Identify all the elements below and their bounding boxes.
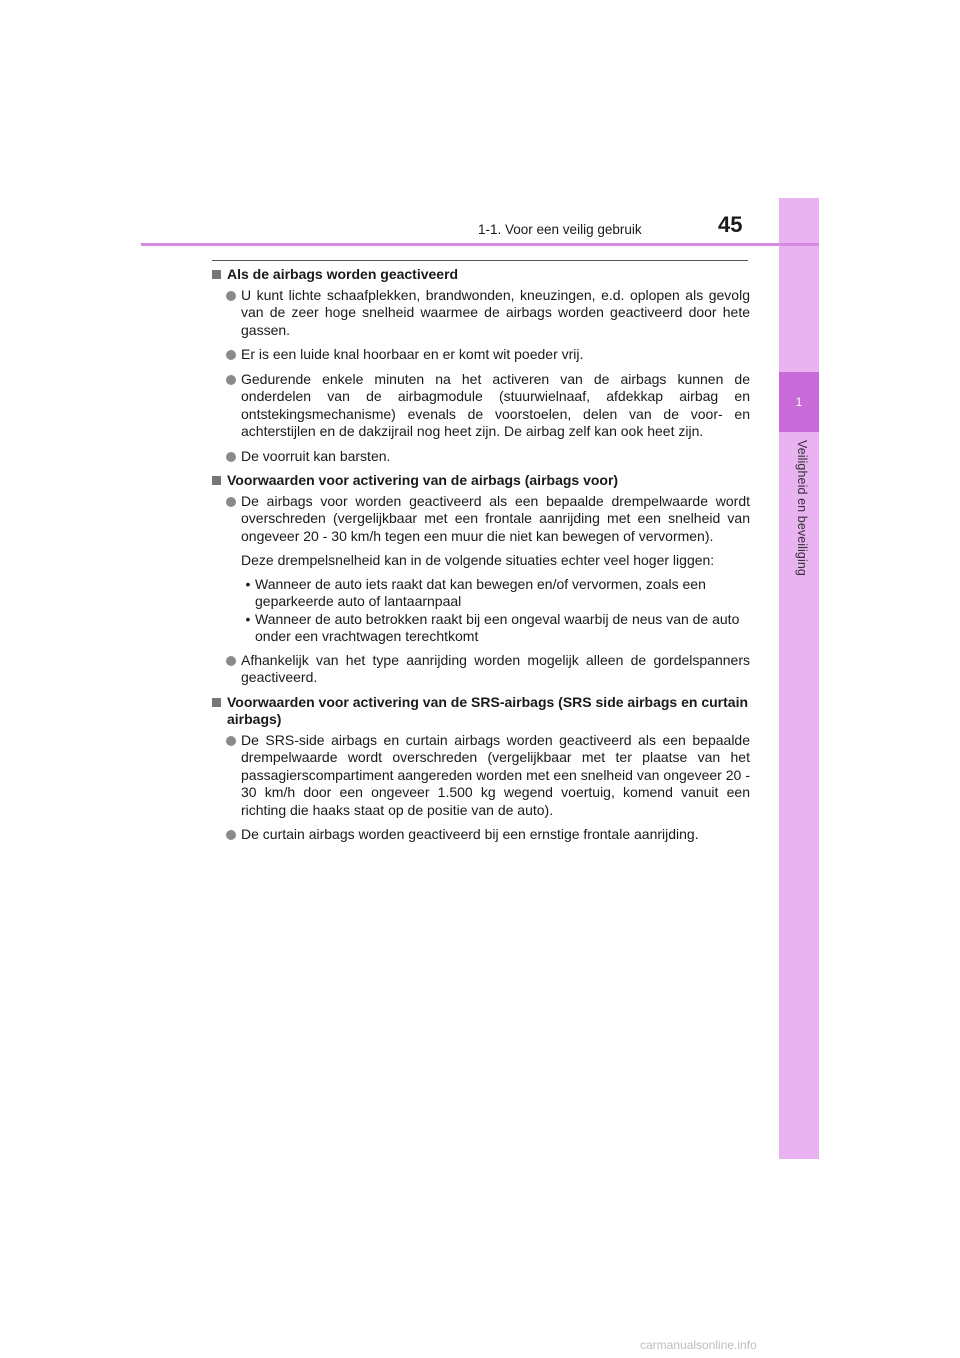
list-item: De SRS-side airbags en curtain airbags worden geactiveerd als een bepaalde drempelwaarde wordt overschreden (vergelijkbaar met ter plaatse van het passagierscompartiment aangereden worden met een snelheid van ongeveer 20 - 30 km/h door een ongeveer 1.500 kg wegend voertuig, komend vanuit een richting die haaks staat op de positie van de auto).	[226, 732, 750, 820]
list-item: Er is een luide knal hoorbaar en er komt wit poeder vrij.	[226, 346, 750, 364]
round-bullet-icon	[226, 452, 236, 462]
list-item: Afhankelijk van het type aanrijding worden mogelijk alleen de gordelspanners geactiveerd.	[226, 652, 750, 687]
round-bullet-icon	[226, 656, 236, 666]
dot-bullet-icon: •	[245, 575, 251, 592]
page-number: 45	[718, 212, 743, 237]
watermark: carmanualsonline.info	[640, 1338, 757, 1352]
round-bullet-icon	[226, 497, 236, 507]
list-item: De voorruit kan barsten.	[226, 448, 750, 466]
square-bullet-icon	[212, 270, 221, 279]
round-bullet-icon	[226, 830, 236, 840]
section-title: 1-1. Voor een veilig gebruik	[478, 222, 642, 237]
section-heading: Als de airbags worden geactiveerd	[212, 266, 750, 284]
sub-list-item: • Wanneer de auto betrokken raakt bij een ongeval waarbij de neus van de auto onder een vrachtwagen terechtkomt	[241, 611, 750, 646]
sub-list-item: • Wanneer de auto iets raakt dat kan bewegen en/of vervormen, zoals een geparkeerde auto of lantaarnpaal	[241, 576, 750, 611]
round-bullet-icon	[226, 350, 236, 360]
dot-bullet-icon: •	[245, 610, 251, 627]
round-bullet-icon	[226, 736, 236, 746]
square-bullet-icon	[212, 698, 221, 707]
list-item: De curtain airbags worden geactiveerd bij een ernstige frontale aanrijding.	[226, 826, 750, 844]
list-item: U kunt lichte schaafplekken, brandwonden, kneuzingen, e.d. oplopen als gevolg van de zeer hoge snelheid waarmee de airbags worden geactiveerd door hete gassen.	[226, 287, 750, 340]
square-bullet-icon	[212, 476, 221, 485]
paragraph: Deze drempelsnelheid kan in de volgende situaties echter veel hoger liggen:	[241, 552, 715, 568]
list-item: De airbags voor worden geactiveerd als een bepaalde drempelwaarde wordt overschreden (vergelijkbaar met een frontale aanrijding met een snelheid van ongeveer 20 - 30 km/h tegen een muur die niet kan bewegen of vervormen).	[226, 493, 750, 546]
chapter-number: 1	[779, 372, 819, 432]
side-tab	[779, 198, 819, 1159]
chapter-label: Veiligheid en beveiliging	[795, 440, 809, 576]
round-bullet-icon	[226, 291, 236, 301]
list-item: Gedurende enkele minuten na het activeren van de airbags kunnen de onderdelen van de airbagmodule (stuurwielnaaf, afdekkap airbag en ontstekingsmechanisme) evenals de voorstoelen, delen van de voor- en achterstijlen en de dakzijrail nog heet zijn. De airbag zelf kan ook heet zijn.	[226, 371, 750, 441]
section-heading: Voorwaarden voor activering van de airbags (airbags voor)	[212, 472, 750, 490]
header-divider	[141, 243, 819, 246]
content-divider	[212, 260, 748, 261]
page-content	[212, 266, 750, 851]
round-bullet-icon	[226, 375, 236, 385]
section-heading: Voorwaarden voor activering van de SRS-airbags (SRS side airbags en curtain airbags)	[212, 694, 750, 729]
